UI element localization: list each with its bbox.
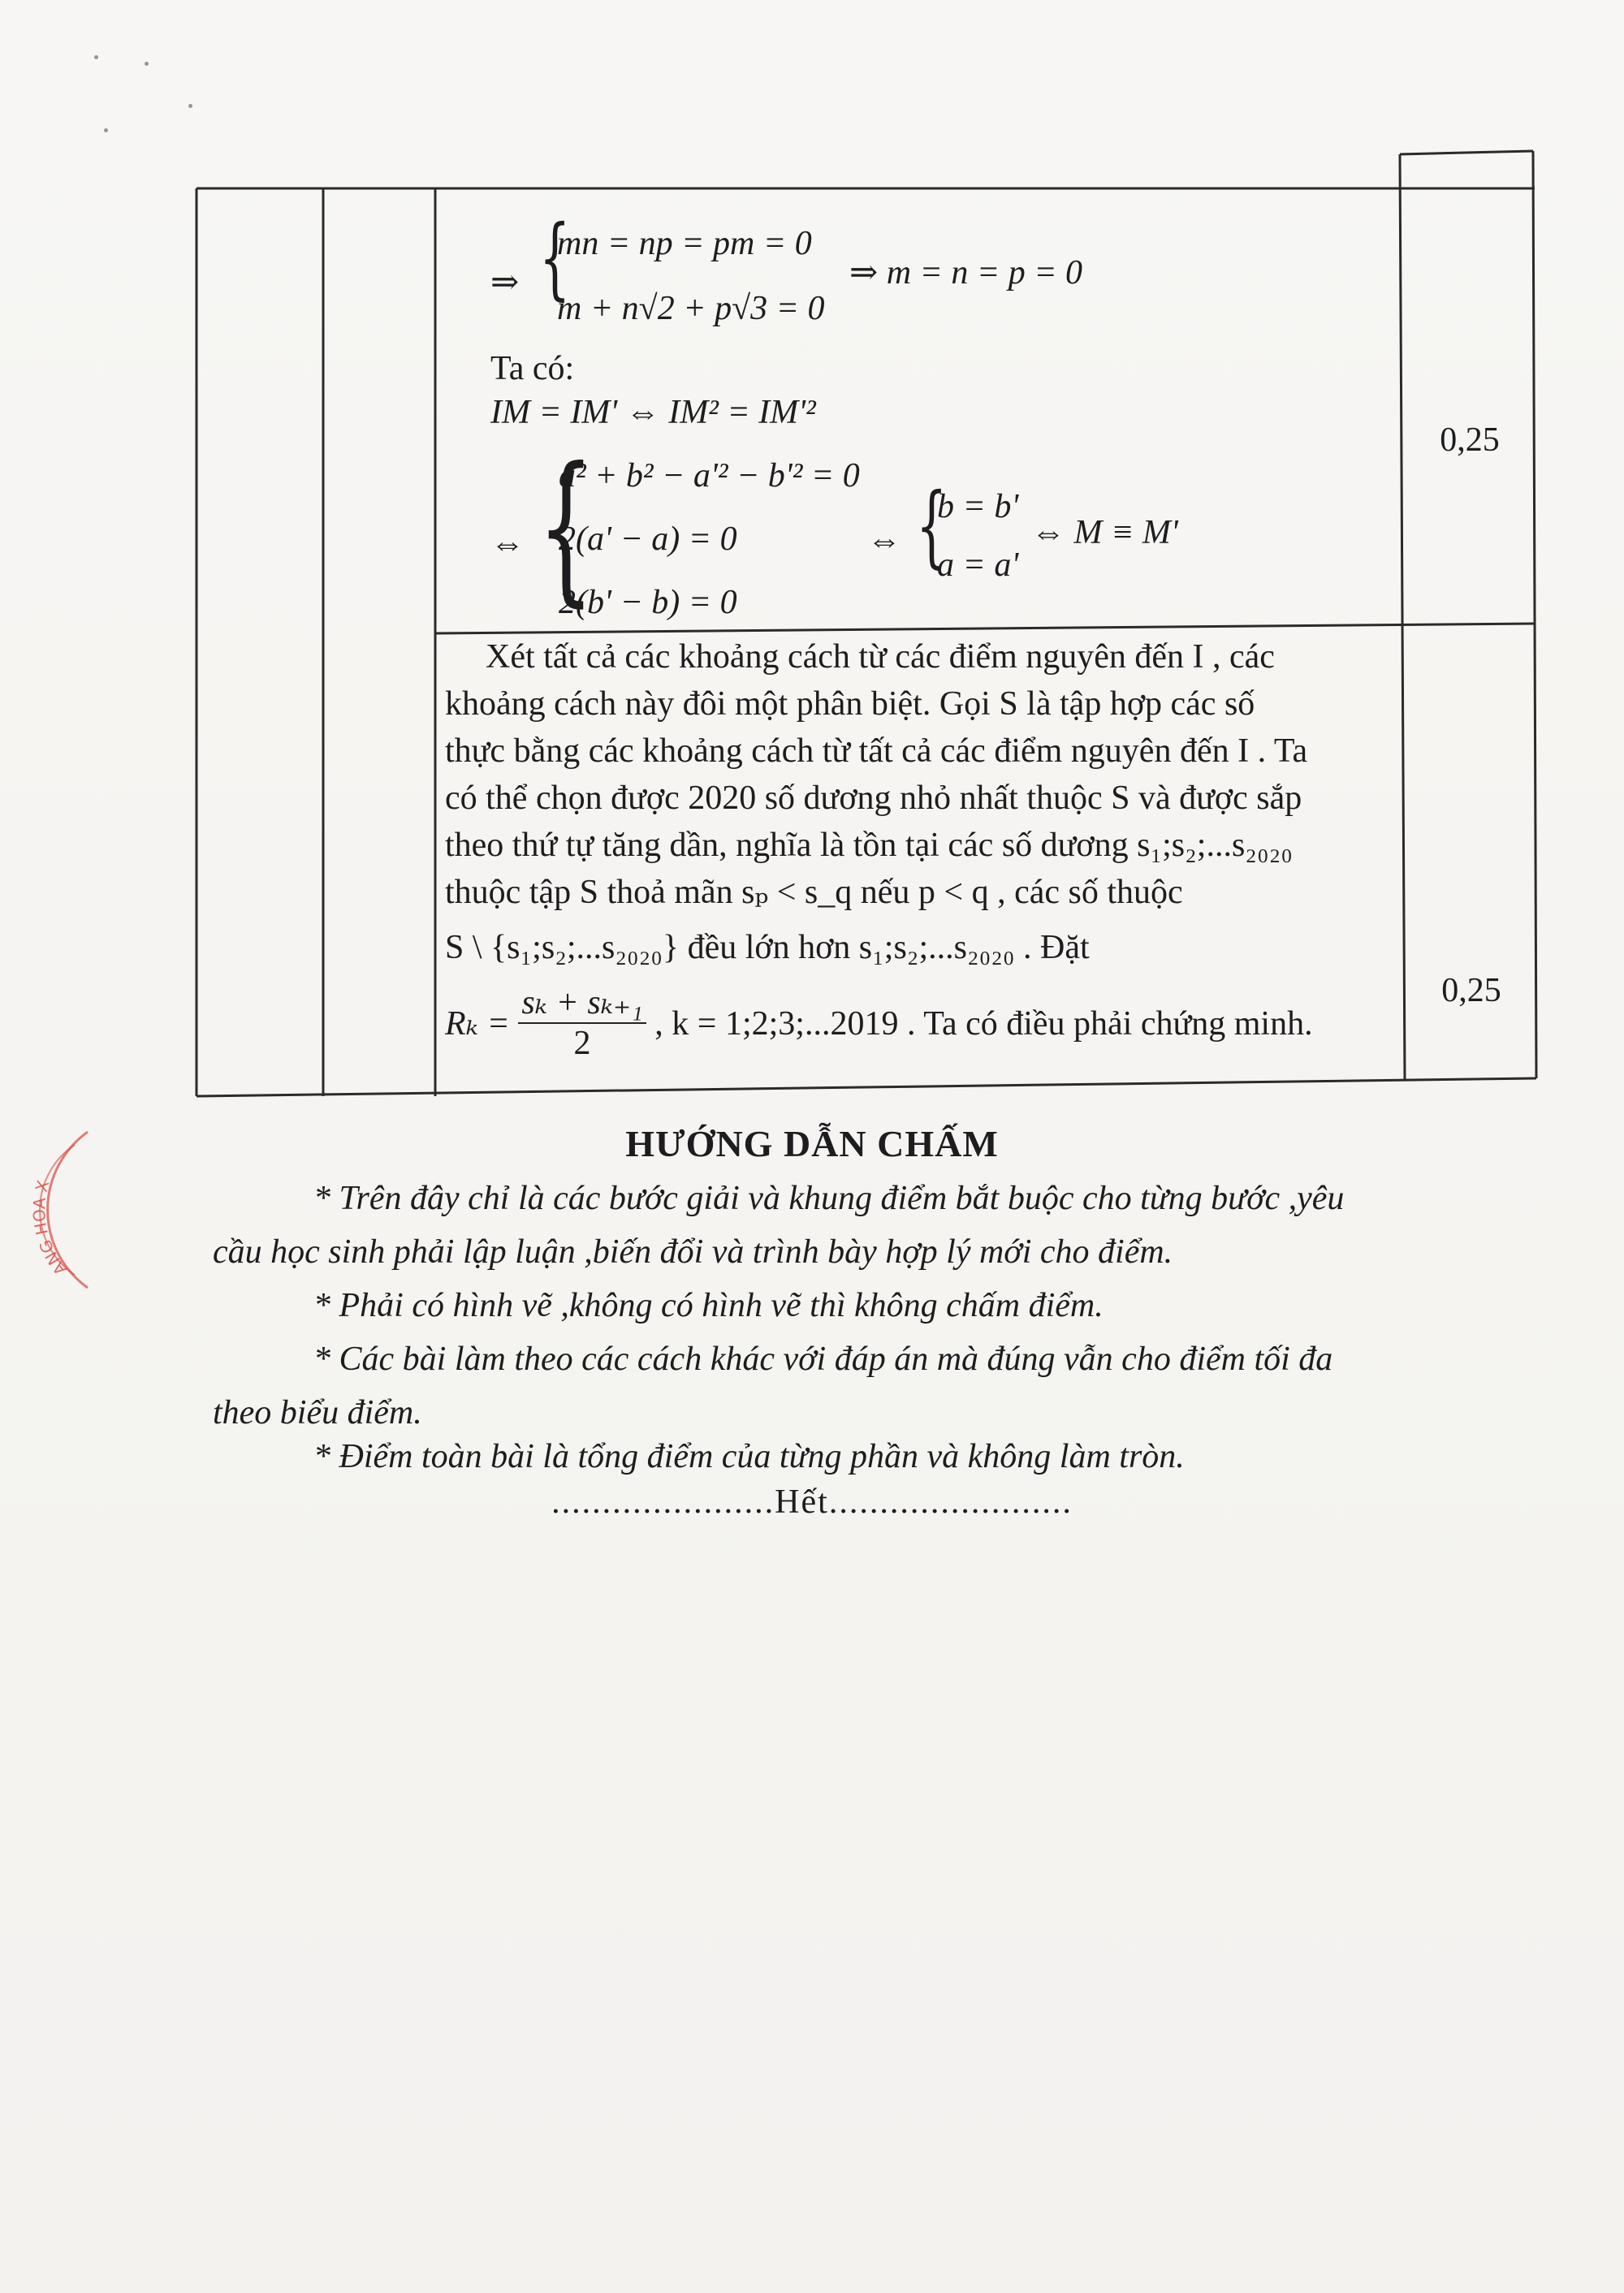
guidance-item: theo biểu điểm. (213, 1394, 422, 1432)
equation-result: ⇔ M ≡ M' (1031, 514, 1178, 551)
scan-speck (104, 128, 108, 132)
implication-arrow: ⇒ (490, 264, 520, 301)
paragraph-line: theo thứ tự tăng dần, nghĩa là tồn tại các số dương s₁;s₂;...s₂₀₂₀ (445, 827, 1293, 864)
score-row-1: 0,25 (1440, 421, 1500, 459)
svg-text:ANG HOA X: ANG HOA X (29, 1178, 71, 1280)
equation-line: b = b' (937, 488, 1019, 525)
paragraph-line-formula (445, 979, 1387, 1069)
red-seal-stamp (18, 1129, 93, 1291)
paragraph-line: S \ {s₁;s₂;...s₂₀₂₀} đều lớn hơn s₁;s₂;...s₂₀₂₀ . Đặt (445, 929, 1090, 966)
equation-line: a = a' (937, 546, 1019, 584)
system-brace: { (539, 205, 571, 309)
equivalence-arrow: ⇔ (490, 525, 525, 563)
equation-line: m + n√2 + p√3 = 0 (557, 290, 825, 327)
guidance-item: * Trên đây chỉ là các bước giải và khung điểm bắt buộc cho từng bước ,yêu (313, 1180, 1345, 1217)
paragraph-line: Xét tất cả các khoảng cách từ các điểm nguyên đến I , các (486, 638, 1275, 676)
formula-tail: , k = 1;2;3;...2019 . Ta có điều phải chứng minh. (654, 1005, 1313, 1043)
system-brace: { (916, 473, 948, 577)
paragraph-line: thuộc tập S thoả mãn sₚ < s_q nếu p < q , các số thuộc (445, 874, 1183, 911)
equation-line: mn = np = pm = 0 (557, 225, 812, 262)
fraction-denominator: 2 (573, 1025, 591, 1063)
distance-equation: IM = IM' ⇔ IM² = IM'² (490, 394, 816, 431)
equivalence-arrow: ⇔ (867, 522, 901, 559)
guidance-item: cầu học sinh phải lập luận ,biến đổi và trình bày hợp lý mới cho điểm. (213, 1233, 1173, 1271)
equation-line: a² + b² − a'² − b'² = 0 (559, 457, 860, 494)
system-brace: { (538, 433, 594, 622)
equation-line: 2(b' − b) = 0 (559, 584, 737, 621)
scan-speck (145, 62, 149, 66)
ta-co-label: Ta có: (490, 350, 575, 387)
proof-paragraph (445, 633, 1387, 1069)
score-row-2: 0,25 (1441, 972, 1501, 1009)
guidance-item: * Các bài làm theo các cách khác với đáp án mà đúng vẫn cho điểm tối đa (313, 1341, 1333, 1378)
paragraph-line: thực bằng các khoảng cách từ tất cả các điểm nguyên đến I . Ta (445, 732, 1308, 770)
equation-line: 2(a' − a) = 0 (559, 520, 737, 558)
fraction (518, 983, 646, 1063)
paragraph-line: có thể chọn được 2020 số dương nhỏ nhất thuộc S và được sắp (445, 779, 1302, 817)
r-k-label: Rₖ = (445, 1005, 510, 1043)
scan-speck (94, 55, 98, 59)
paragraph-line: khoảng cách này đôi một phân biệt. Gọi S là tập hợp các số (445, 685, 1255, 723)
fraction-numerator: sₖ + sₖ₊₁ (518, 983, 646, 1024)
equation-result: ⇒ m = n = p = 0 (849, 254, 1083, 291)
guidance-item: * Phải có hình vẽ ,không có hình vẽ thì không chấm điểm. (313, 1287, 1104, 1324)
end-marker: ......................Hết........................ (551, 1483, 1073, 1521)
scan-speck (188, 104, 192, 108)
guidance-heading: HƯỚNG DẪN CHẤM (625, 1123, 999, 1164)
guidance-item: * Điểm toàn bài là tổng điểm của từng phần và không làm tròn. (313, 1438, 1185, 1475)
